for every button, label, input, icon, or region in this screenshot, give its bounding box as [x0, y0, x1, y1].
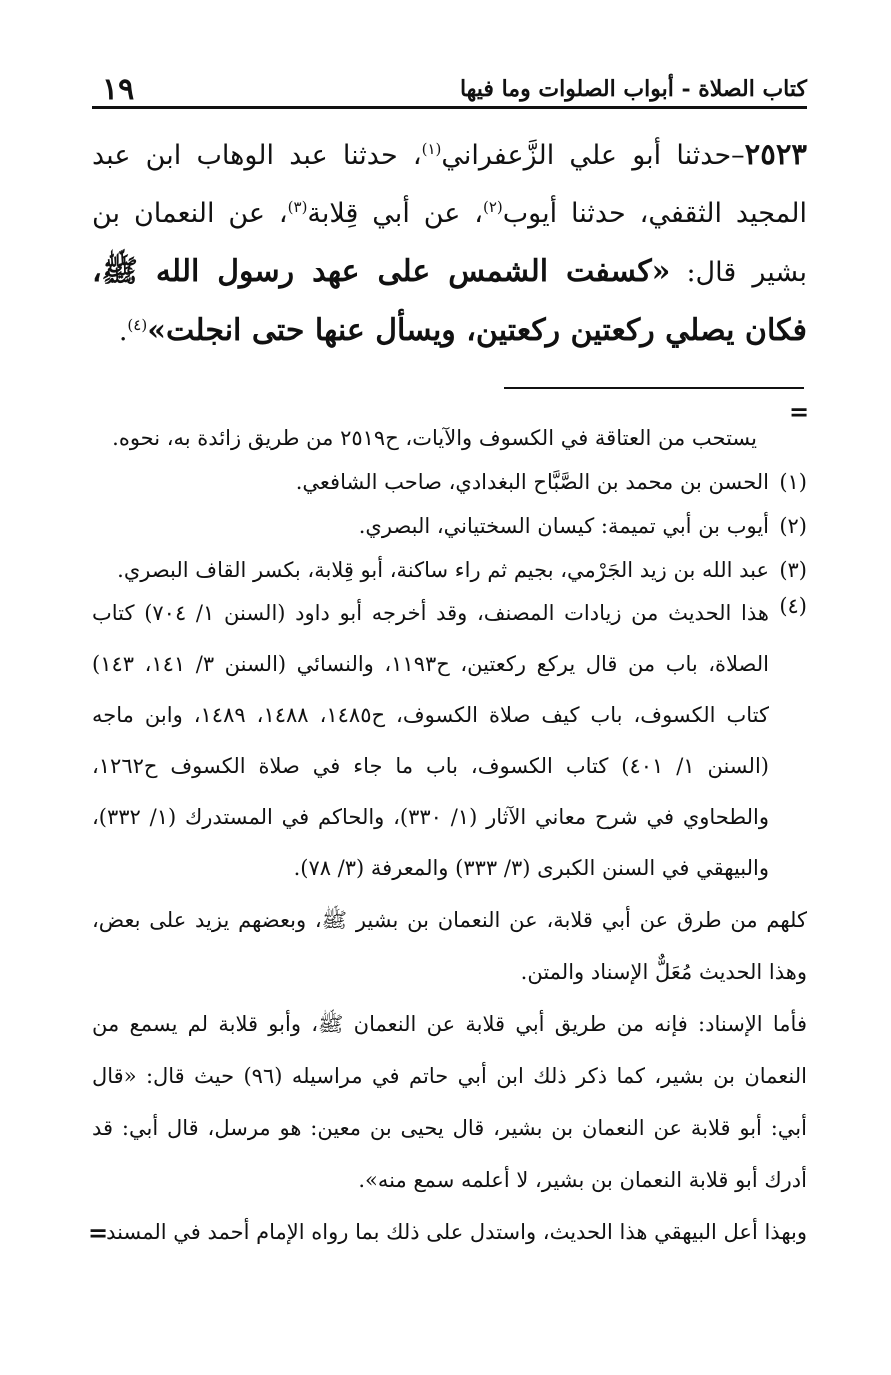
footnote-3 [92, 552, 807, 588]
isnad-part-4: ، عن النعمان بن بشير قال: [92, 198, 807, 288]
isnad-part-1: –حدثنا أبو علي الزَّعفراني [441, 140, 745, 171]
footnote-2-number: (٢) [779, 514, 807, 538]
footnote-3-text: عبد الله بن زيد الجَرْمي، بجيم ثم راء ساكنة، أبو قِلابة، بكسر القاف البصري. [117, 558, 769, 582]
footnote-paragraph-1: كلهم من طرق عن أبي قلابة، عن النعمان بن بشير ﷺ، وبعضهم يزيد على بعض، وهذا الحديث مُعَلٌّ الإسناد والمتن. [92, 908, 807, 984]
footnote-ref-1: (١) [421, 140, 442, 158]
footnote-2 [92, 508, 807, 544]
footnote-paragraph-3: وبهذا أعل البيهقي هذا الحديث، واستدل على ذلك بما رواه الإمام أحمد في المسند [106, 1220, 807, 1244]
footnote-ref-4: (٤) [127, 316, 148, 334]
hadith-text [92, 125, 807, 361]
footnote-3-number: (٣) [779, 558, 807, 582]
footnote-1 [92, 464, 807, 500]
footnote-separator [504, 387, 804, 389]
continuation-mark-top: = [789, 397, 810, 426]
footnote-2-text: أيوب بن أبي تميمة: كيسان السختياني، البصري. [358, 514, 769, 538]
isnad-part-3: ، عن أبي قِلابة [307, 198, 483, 229]
footnote-4-number: (٤) [779, 594, 807, 618]
hadith-number: ٢٥٢٣ [744, 137, 807, 171]
footnote-1-text: الحسن بن محمد بن الصَّبَّاح البغدادي، صاحب الشافعي. [295, 470, 769, 494]
footnote-1-number: (١) [779, 470, 807, 494]
footnote-ref-3: (٣) [287, 198, 308, 216]
footnote-4 [92, 588, 807, 894]
footnotes [92, 420, 807, 1258]
hadith-matn: «كسفت الشمس على عهد رسول الله ﷺ، فكان يصلي ركعتين ركعتين، ويسأل عنها حتى انجلت» [92, 254, 807, 348]
hadith-end: . [118, 316, 128, 347]
header-rule [92, 106, 807, 109]
footnote-4-text: هذا الحديث من زيادات المصنف، وقد أخرجه أبو داود (السنن ١/ ٧٠٤) كتاب الصلاة، باب من قال يركع ركعتين، ح١١٩٣، والنسائي (السنن ٣/ ١٤١، ١٤٣) كتاب الكسوف، باب كيف صلاة الكسوف، ح١٤٨٥، ١٤٨٨، ١٤٨٩، وابن ماجه (السنن ١/ ٤٠١) كتاب الكسوف، باب ما جاء في صلاة الكسوف ح١٢٦٢، والطحاوي في شرح معاني الآثار (١/ ٣٣٠)، والحاكم في المستدرك (١/ ٣٣٢)، والبيهقي في السنن الكبرى (٣/ ٣٣٣) والمعرفة (٣/ ٧٨). [92, 601, 770, 880]
running-head [92, 72, 807, 106]
page-number: ١٩ [102, 72, 135, 107]
footnote-carry-over: يستحب من العتاقة في الكسوف والآيات، ح٢٥١٩ من طريق زائدة به، نحوه. [112, 426, 757, 450]
isnad-part-2: ، حدثنا عبد الوهاب ابن عبد المجيد الثقفي، حدثنا أيوب [92, 140, 807, 229]
footnote-paragraph-2: فأما الإسناد: فإنه من طريق أبي قلابة عن النعمان ﷺ، وأبو قلابة لم يسمع من النعمان بن بشير، كما ذكر ذلك ابن أبي حاتم في مراسيله (٩٦) حيث قال: «قال أبي: أبو قلابة عن النعمان بن بشير، قال يحيى بن معين: هو مرسل، قال أبي: قد أدرك أبو قلابة النعمان بن بشير، لا أعلمه سمع منه». [92, 1012, 807, 1192]
continuation-mark-bottom: = [88, 1218, 109, 1247]
book-title: كتاب الصلاة - أبواب الصلوات وما فيها [459, 76, 807, 102]
footnote-ref-2: (٢) [482, 198, 503, 216]
